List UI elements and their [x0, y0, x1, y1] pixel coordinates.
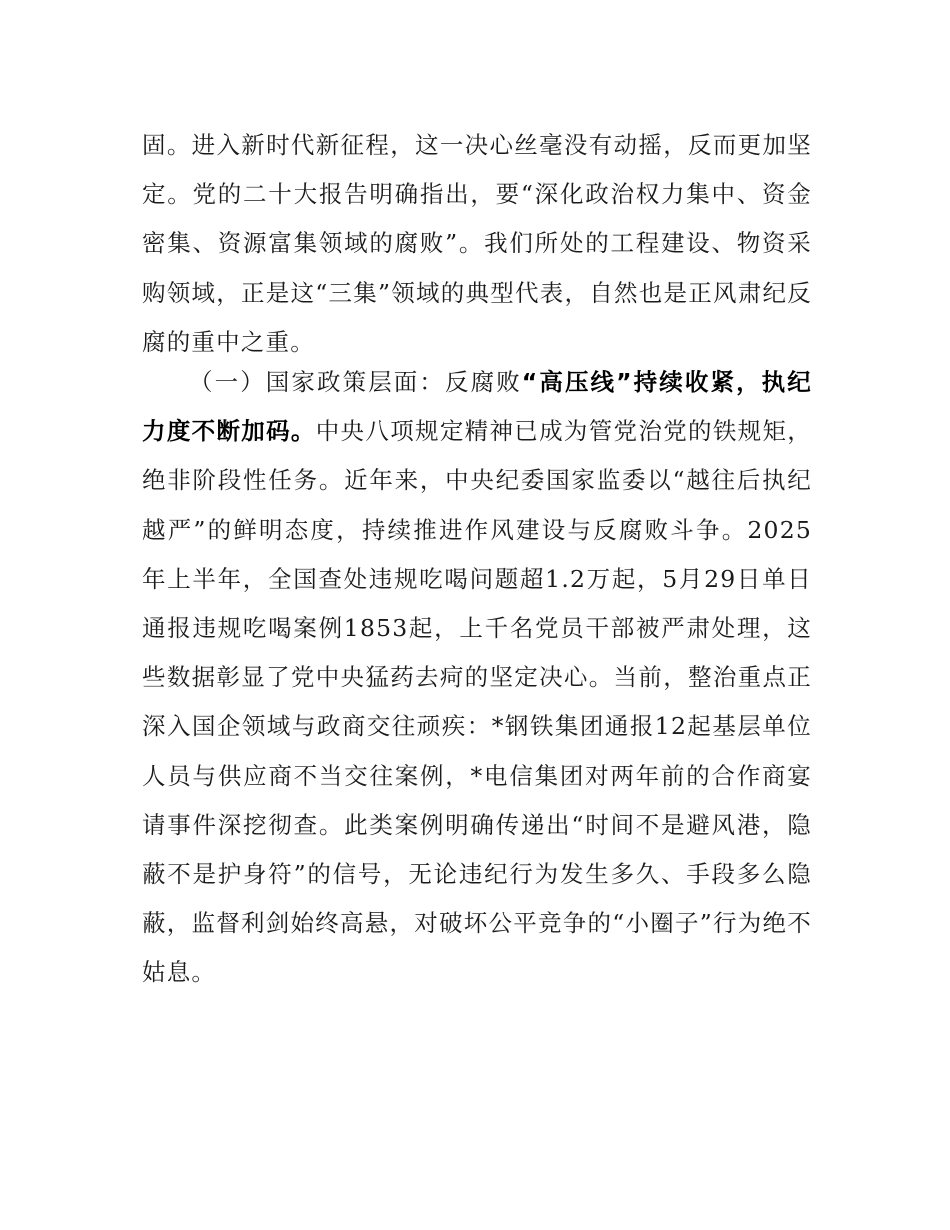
paragraph-continuation: [142, 121, 812, 367]
section-paragraph: [142, 358, 812, 998]
section-body: 中央八项规定精神已成为管党治党的铁规矩，绝非阶段性任务。近年来，中央纪委国家监委以“越往后执纪越严”的鲜明态度，持续推进作风建设与反腐败斗争。2025年上半年，全国查处违规吃喝问题超1.2万起，5月29日单日通报违规吃喝案例1853起，上千名党员干部被严肃处理，这些数据彰显了党中央猛药去疴的坚定决心。当前，整治重点正深入国企领域与政商交往顽疾：*钢铁集团通报12起基层单位人员与供应商不当交往案例，*电信集团对两年前的合作商宴请事件深挖彻查。此类案例明确传递出“时间不是避风港，隐蔽不是护身符”的信号，无论违纪行为发生多久、手段多么隐蔽，监督利剑始终高悬，对破坏公平竞争的“小圈子”行为绝不姑息。: [142, 417, 812, 987]
paragraph-continuation-text: 固。进入新时代新征程，这一决心丝毫没有动摇，反而更加坚定。党的二十大报告明确指出，要“深化政治权力集中、资金密集、资源富集领域的腐败”。我们所处的工程建设、物资采购领域，正是这“三集”领域的典型代表，自然也是正风肃纪反腐的重中之重。: [142, 131, 812, 356]
section-label: （一）国家政策层面：反腐败: [189, 368, 522, 396]
section-heading: “高压线”持续收紧，执纪力度不断加码。: [142, 368, 812, 446]
